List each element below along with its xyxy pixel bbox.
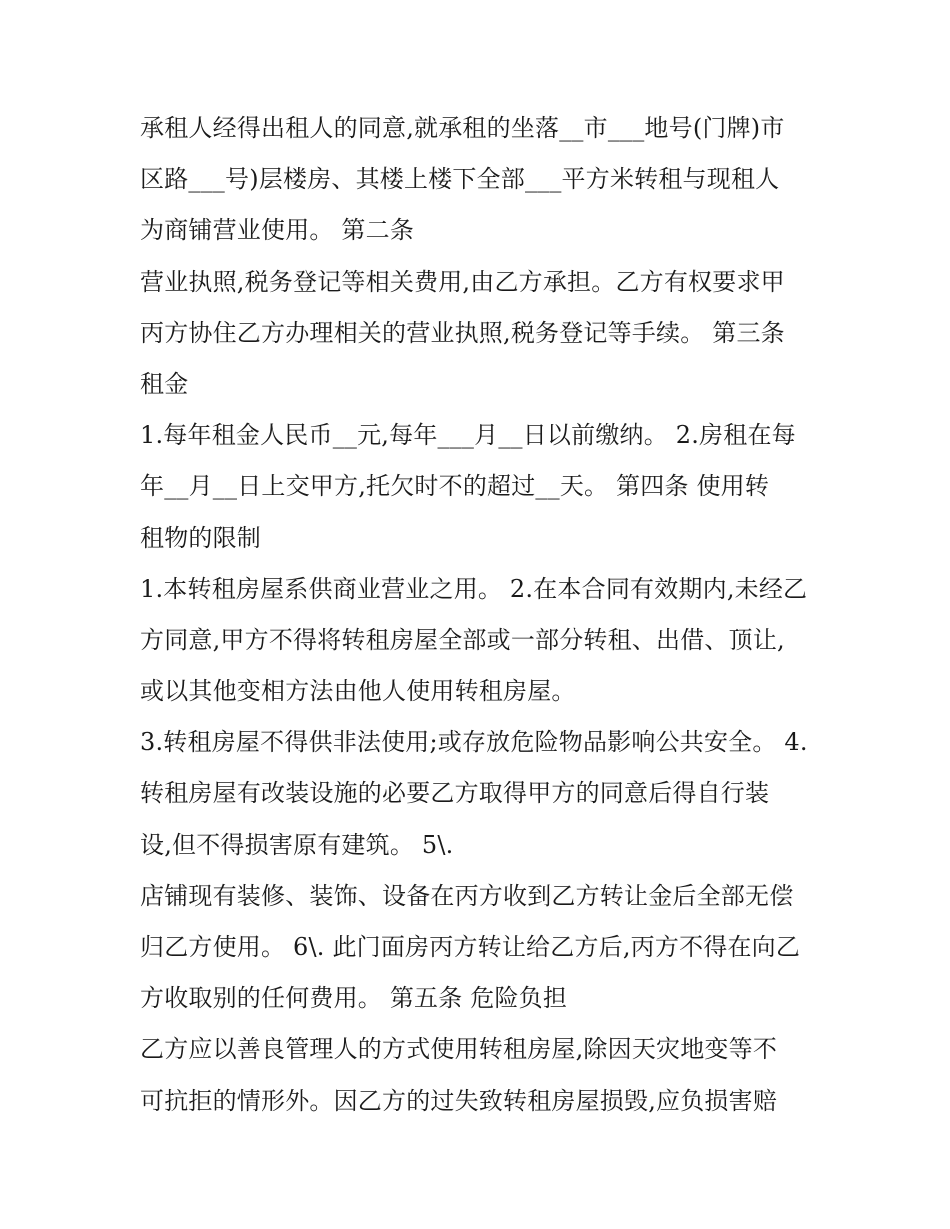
text-line: 1.每年租金人民币__元,每年___月__日以前缴纳。 2.房租在每 xyxy=(140,421,796,450)
text-line: 年__月__日上交甲方,托欠时不的超过__天。 第四条 使用转 xyxy=(140,472,770,501)
text-line: 可抗拒的情形外。因乙方的过失致转租房屋损毁,应负损害赔 xyxy=(140,1086,778,1115)
text-line: 设,但不得损害原有建筑。 5\. xyxy=(140,830,454,859)
text-line: 承租人经得出租人的同意,就承租的坐落__市___地号(门牌)市 xyxy=(140,114,785,142)
text-line: 乙方应以善良管理人的方式使用转租房屋,除因天灾地变等不 xyxy=(140,1035,778,1064)
document-body xyxy=(140,103,820,1127)
text-line: 店铺现有装修、装饰、设备在丙方收到乙方转让金后全部无偿 xyxy=(140,881,794,910)
text-line: 或以其他变相方法由他人使用转租房屋。 xyxy=(140,677,576,706)
text-line: 为商铺营业使用。 第二条 xyxy=(140,216,415,245)
text-line: 归乙方使用。 6\. 此门面房丙方转让给乙方后,丙方不得在向乙 xyxy=(140,933,801,961)
text-line: 转租房屋有改装设施的必要乙方取得甲方的同意后得自行装 xyxy=(140,779,770,808)
text-line: 租金 xyxy=(140,369,189,398)
text-line: 区路___号)层楼房、其楼上楼下全部___平方米转租与现租人 xyxy=(140,165,780,194)
text-line: 租物的限制 xyxy=(140,523,261,552)
text-line: 3.转租房屋不得供非法使用;或存放危险物品影响公共安全。 4. xyxy=(140,728,808,757)
text-line: 丙方协住乙方办理相关的营业执照,税务登记等手续。 第三条 xyxy=(140,318,785,347)
text-line: 方收取别的任何费用。 第五条 危险负担 xyxy=(140,984,568,1013)
text-line: 1.本转租房屋系供商业营业之用。 2.在本合同有效期内,未经乙 xyxy=(140,574,808,603)
text-line: 营业执照,税务登记等相关费用,由乙方承担。乙方有权要求甲 xyxy=(140,267,785,296)
text-line: 方同意,甲方不得将转租房屋全部或一部分转租、出借、顶让, xyxy=(140,625,785,654)
